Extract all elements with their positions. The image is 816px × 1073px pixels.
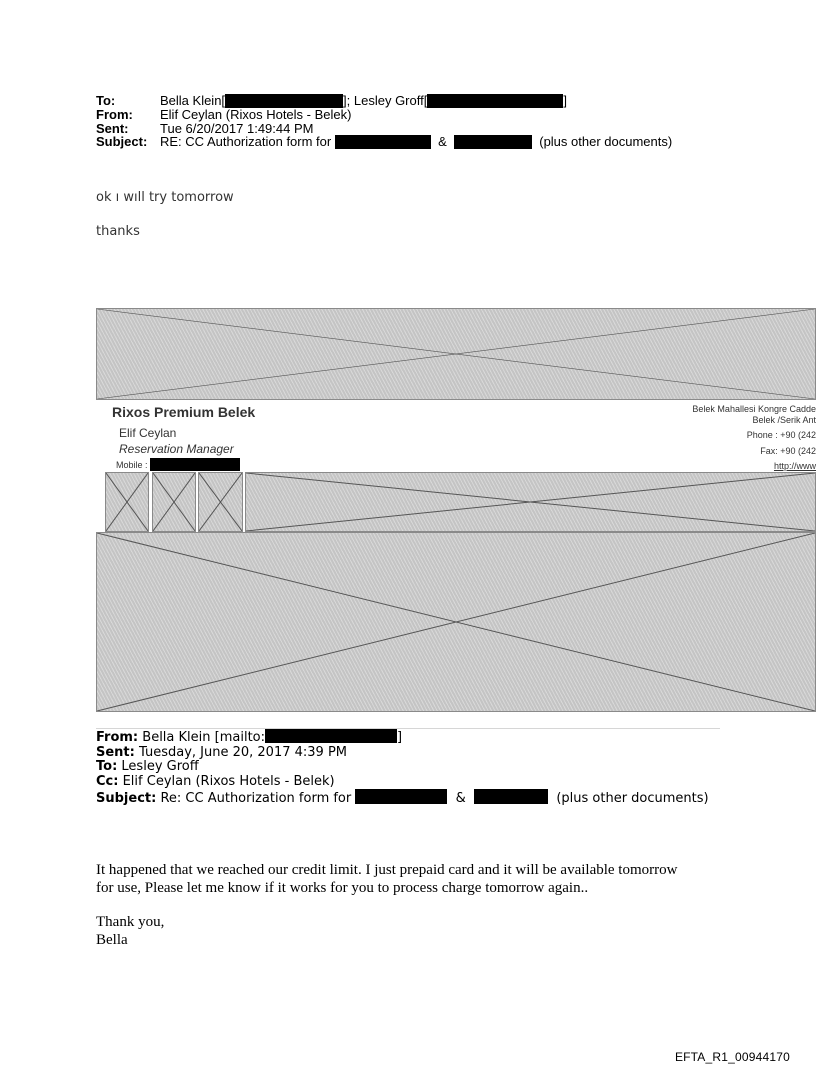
broken-image-icon bbox=[199, 473, 242, 531]
quoted-cc-label: Cc: bbox=[96, 773, 119, 789]
sent-value: Tue 6/20/2017 1:49:44 PM bbox=[160, 120, 314, 136]
quoted-body bbox=[96, 862, 677, 949]
website-link[interactable]: http://www bbox=[773, 461, 816, 471]
quoted-sent-value: Tuesday, June 20, 2017 4:39 PM bbox=[139, 744, 347, 760]
broken-image-icon bbox=[97, 309, 815, 399]
quoted-cc-row bbox=[96, 775, 709, 790]
quoted-from-label: From: bbox=[96, 730, 139, 745]
header-subject-row bbox=[96, 135, 672, 149]
subject-label: Subject: bbox=[96, 134, 148, 149]
quoted-from-value: Bella Klein [mailto: bbox=[142, 730, 265, 745]
document-id: EFTA_R1_00944170 bbox=[674, 1050, 790, 1064]
from-value: Elif Ceylan (Rixos Hotels - Belek) bbox=[160, 107, 352, 122]
quoted-subject-prefix: Re: CC Authorization form for bbox=[160, 791, 352, 806]
banner-image-placeholder bbox=[96, 308, 816, 400]
redaction-box bbox=[454, 135, 532, 149]
quoted-subject-row bbox=[96, 789, 709, 807]
quoted-to-row bbox=[96, 760, 709, 775]
redaction-box bbox=[150, 458, 240, 471]
quoted-subject-amp: & bbox=[455, 791, 466, 806]
email-header bbox=[96, 94, 672, 149]
mobile-label: Mobile : bbox=[116, 459, 148, 470]
header-to-row bbox=[96, 94, 672, 108]
quoted-signoff: Bella bbox=[96, 931, 128, 948]
quoted-subject-label: Subject: bbox=[96, 791, 157, 806]
quoted-sent-label: Sent: bbox=[96, 744, 135, 760]
quoted-to-value: Lesley Groff bbox=[121, 759, 199, 774]
to-separator: ]; Lesley Groff[ bbox=[343, 93, 428, 108]
social-icon-placeholder[interactable] bbox=[152, 472, 196, 532]
quoted-sent-row bbox=[96, 746, 709, 761]
signature-mobile bbox=[116, 458, 240, 471]
hotel-name: Rixos Premium Belek bbox=[112, 404, 256, 420]
header-sent-row bbox=[96, 122, 672, 136]
redaction-box bbox=[427, 94, 563, 108]
sent-label: Sent: bbox=[96, 120, 129, 136]
redaction-box bbox=[335, 135, 431, 149]
subject-amp: & bbox=[438, 134, 447, 149]
redaction-box bbox=[355, 789, 447, 804]
subject-suffix: (plus other documents) bbox=[539, 134, 673, 149]
address-line-2: Belek /Serik Ant bbox=[752, 415, 816, 425]
broken-image-icon bbox=[97, 533, 815, 711]
footer-image-placeholder bbox=[96, 532, 816, 712]
broken-image-icon bbox=[153, 473, 195, 531]
signature-name: Elif Ceylan bbox=[119, 426, 177, 440]
address-line-1: Belek Mahallesi Kongre Cadde bbox=[692, 404, 816, 414]
redaction-box bbox=[265, 729, 397, 743]
signature-role: Reservation Manager bbox=[119, 442, 234, 456]
strip-image-placeholder bbox=[245, 472, 816, 532]
quoted-to-label: To: bbox=[96, 759, 118, 774]
redaction-box bbox=[225, 94, 343, 108]
to-label: To: bbox=[96, 93, 116, 108]
to-name-bella: Bella Klein[ bbox=[160, 93, 226, 108]
to-end: ] bbox=[563, 93, 567, 108]
social-icon-placeholder[interactable] bbox=[105, 472, 149, 532]
quoted-para-line-1: It happened that we reached our credit limit. I just prepaid card and it will be available tomorrow bbox=[96, 862, 678, 878]
broken-image-icon bbox=[246, 473, 815, 531]
reply-line-2: thanks bbox=[96, 224, 140, 239]
fax-line: Fax: +90 (242 bbox=[760, 446, 816, 456]
redaction-box bbox=[474, 789, 548, 804]
header-from-row bbox=[96, 108, 672, 122]
subject-prefix: RE: CC Authorization form for bbox=[160, 134, 332, 149]
reply-line-1: ok ı wıll try tomorrow bbox=[96, 190, 234, 205]
social-icon-placeholder[interactable] bbox=[198, 472, 243, 532]
quoted-cc-value: Elif Ceylan (Rixos Hotels - Belek) bbox=[122, 773, 335, 789]
quoted-closing: Thank you, bbox=[96, 914, 165, 930]
quoted-from-end: ] bbox=[397, 730, 403, 745]
broken-image-icon bbox=[106, 473, 148, 531]
quoted-para-line-2: for use, Please let me know if it works for you to process charge tomorrow again.. bbox=[96, 879, 589, 896]
quoted-from-row bbox=[96, 729, 709, 746]
phone-line: Phone : +90 (242 bbox=[746, 430, 816, 440]
quoted-header bbox=[96, 729, 709, 807]
quoted-subject-suffix: (plus other documents) bbox=[556, 791, 709, 806]
from-label: From: bbox=[96, 107, 133, 122]
